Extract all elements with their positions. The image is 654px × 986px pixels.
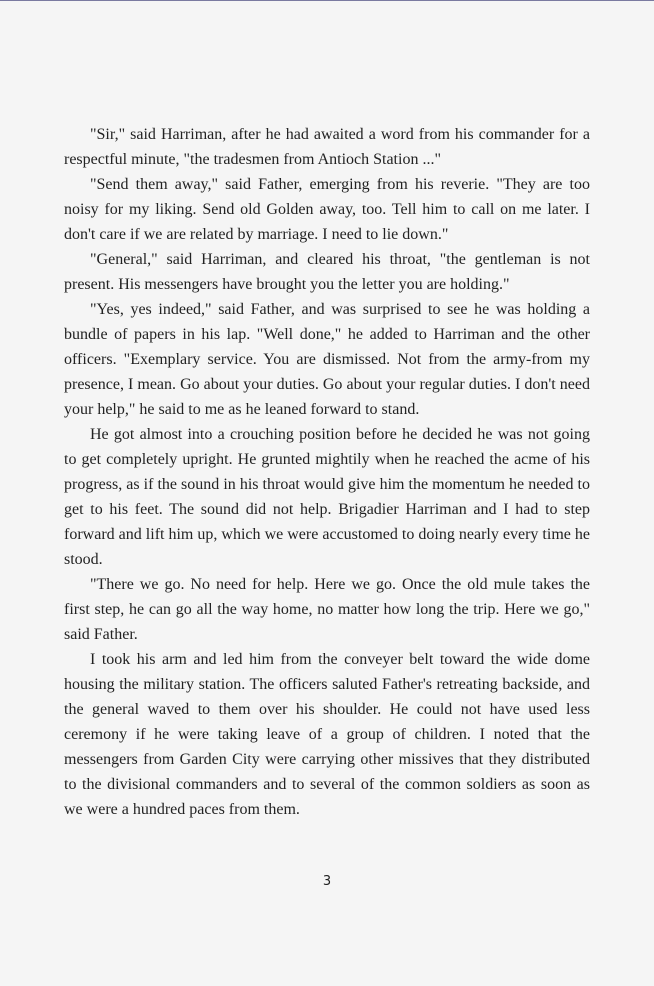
paragraph: "General," said Harriman, and cleared his throat, "the gentleman is not present. His messengers have brought you the letter you are holding." <box>64 251 590 293</box>
paragraph: He got almost into a crouching position before he decided he was not going to get completely upright. He grunted mightily when he reached the acme of his progress, as if the sound in his throat would give him the momentum he needed to get to his feet. The sound did not help. Brigadier Harriman and I had to step forward and lift him up, which we were accustomed to doing nearly every time he stood. <box>64 426 590 568</box>
paragraph: "Sir," said Harriman, after he had awaited a word from his commander for a respectful minute, "the tradesmen from Antioch Station ..." <box>64 126 590 168</box>
top-border-rule <box>0 0 654 1</box>
page-body-text <box>64 122 590 822</box>
paragraph: "There we go. No need for help. Here we go. Once the old mule takes the first step, he can go all the way home, no matter how long the trip. Here we go," said Father. <box>64 576 590 643</box>
paragraph: I took his arm and led him from the conveyer belt toward the wide dome housing the military station. The officers saluted Father's retreating backside, and the general waved to them over his shoulder. He could not have used less ceremony if he were taking leave of a group of children. I noted that the messengers from Garden City were carrying other missives that they distributed to the divisional commanders and to several of the common soldiers as soon as we were a hundred paces from them. <box>64 651 590 818</box>
page-number: 3 <box>322 874 332 889</box>
paragraph: "Send them away," said Father, emerging from his reverie. "They are too noisy for my liking. Send old Golden away, too. Tell him to call on me later. I don't care if we are related by marriage. I need to lie down." <box>64 176 590 243</box>
paragraph: "Yes, yes indeed," said Father, and was surprised to see he was holding a bundle of papers in his lap. "Well done," he added to Harriman and the other officers. "Exemplary service. You are dismissed. Not from the army-from my presence, I mean. Go about your duties. Go about your regular duties. I don't need your help," he said to me as he leaned forward to stand. <box>64 301 590 418</box>
